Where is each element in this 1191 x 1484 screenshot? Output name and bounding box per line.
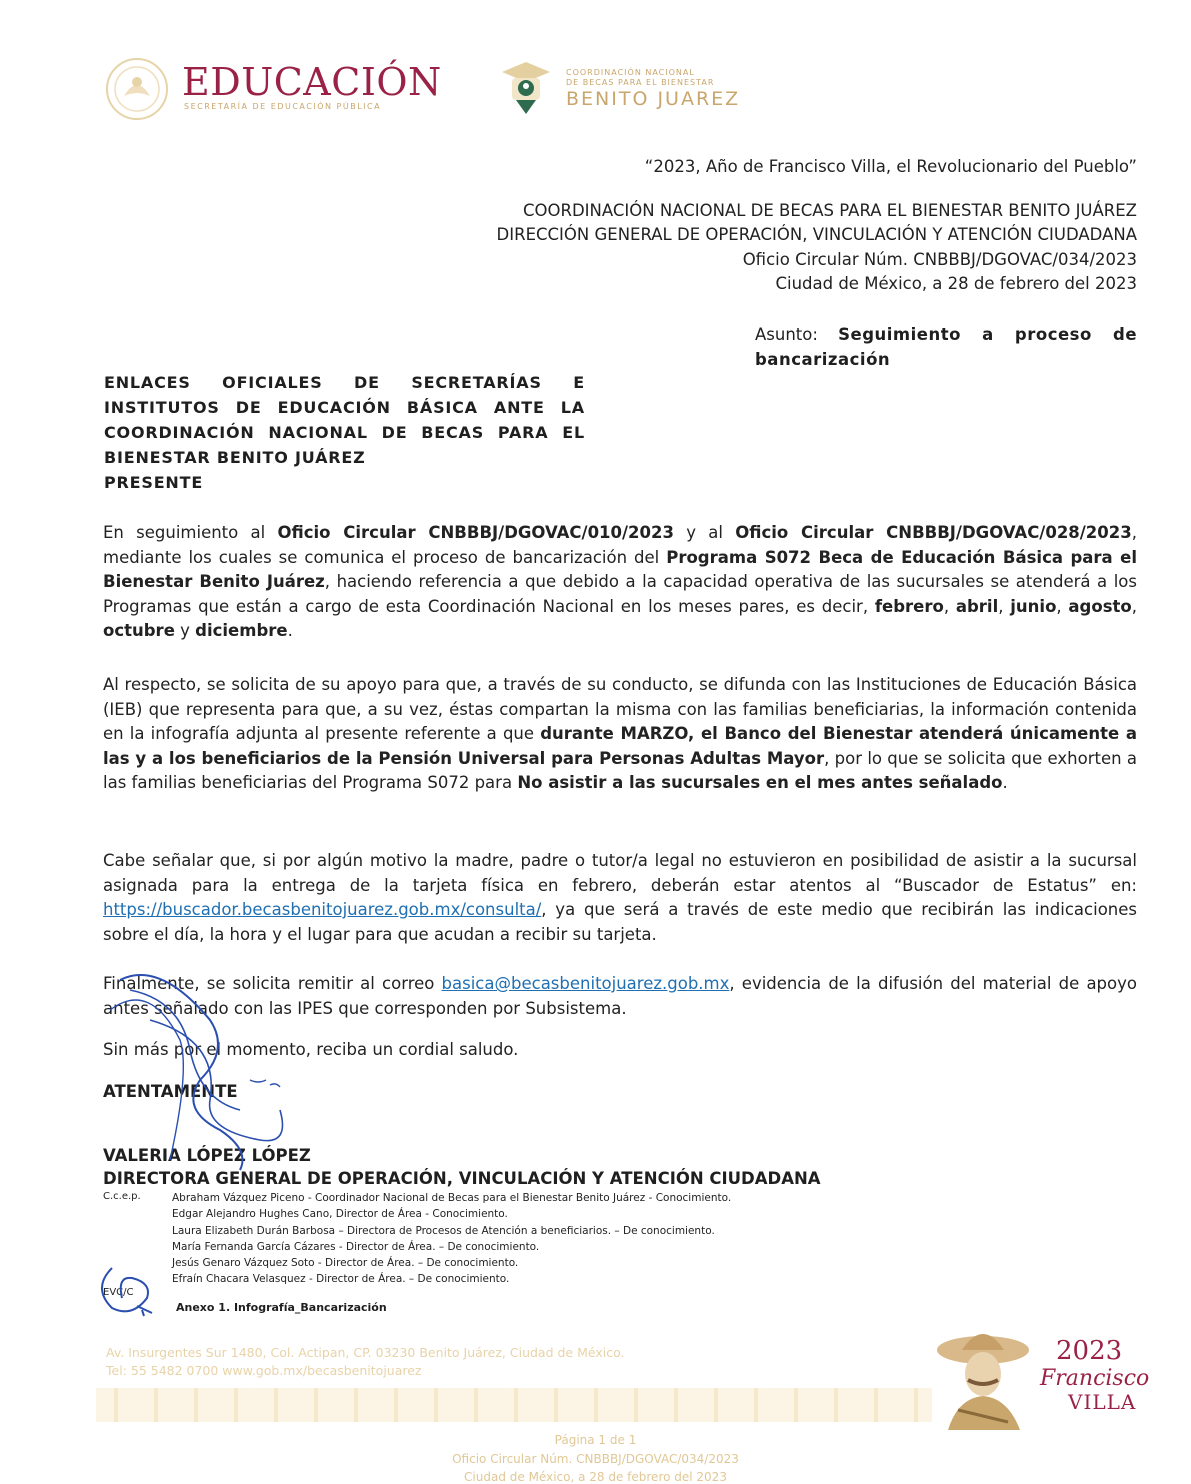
body-paragraph-1: En seguimiento al Oficio Circular CNBBBJ/DGOVAC/010/2023 y al Oficio Circular CNBBBJ/DGOVAC/028/2023, mediante los cuales se comunica el proceso de bancarización del Programa S072 Beca de Educación Básica para el Bienestar Benito Juárez, haciendo referencia a que debido a la capacidad operativa de las sucursales se atenderá a los Programas que están a cargo de esta Coordinación Nacional en los meses pares, es decir, febrero, abril, junio, agosto, octubre y diciembre. [103, 523, 1137, 640]
becas-subtitle-2: DE BECAS PARA EL BIENESTAR [566, 78, 715, 87]
page-number: Página 1 de 1 [554, 1433, 637, 1447]
buscador-link[interactable]: https://buscador.becasbenitojuarez.gob.mx/consulta/ [103, 900, 542, 919]
recipient-line: BIENESTAR BENITO JUÁREZ [104, 448, 366, 467]
footer-decoration [96, 1388, 932, 1422]
becas-subtitle-1: COORDINACIÓN NACIONAL [566, 68, 695, 77]
sep-subtitle: SECRETARÍA DE EDUCACIÓN PÚBLICA [184, 102, 382, 111]
body-paragraph-5: Sin más por el momento, reciba un cordial saludo. [103, 1040, 519, 1059]
email-link[interactable]: basica@becasbenitojuarez.gob.mx [441, 974, 730, 993]
francisco-villa-logo [928, 1322, 1148, 1430]
subject-text: Seguimiento a proceso de bancarización [755, 325, 1138, 369]
mexico-seal-icon [104, 56, 170, 122]
villa-name-first: Francisco [1040, 1366, 1150, 1391]
year-motto: “2023, Año de Francisco Villa, el Revolucionario del Pueblo” [644, 157, 1137, 176]
becas-title: BENITO JUAREZ [566, 88, 741, 110]
signer-name: VALERIA LÓPEZ LÓPEZ [103, 1146, 311, 1165]
recipient-presente: PRESENTE [104, 473, 204, 492]
document-date: Ciudad de México, a 28 de febrero del 2023 [775, 274, 1137, 293]
cc-item: Edgar Alejandro Hughes Cano, Director de Área - Conocimiento. [172, 1208, 508, 1221]
institution-line-1: COORDINACIÓN NACIONAL DE BECAS PARA EL BIENESTAR BENITO JUÁREZ [523, 201, 1137, 220]
cc-item: Efraín Chacara Velasquez - Director de Área. – De conocimiento. [172, 1273, 510, 1286]
recipient-line: ENLACES OFICIALES DE SECRETARÍAS E [104, 373, 585, 392]
typist-initials: EVC/C [103, 1287, 134, 1298]
cc-item: Abraham Vázquez Piceno - Coordinador Nacional de Becas para el Bienestar Benito Juárez - Conocimiento. [172, 1192, 732, 1204]
cc-list [172, 1190, 731, 1288]
cc-item: María Fernanda García Cázares - Director de Área. – De conocimiento. [172, 1240, 540, 1253]
subject [755, 322, 1137, 372]
recipient-block [104, 370, 585, 495]
becas-logo [498, 56, 768, 126]
graduation-cap-icon [498, 56, 554, 118]
subject-label: Asunto: [755, 325, 818, 344]
footer-oficio: Oficio Circular Núm. CNBBBJ/DGOVAC/034/2023 [452, 1452, 739, 1466]
institution-line-2: DIRECCIÓN GENERAL DE OPERACIÓN, VINCULACIÓN Y ATENCIÓN CIUDADANA [496, 225, 1137, 244]
body-paragraph-2: Al respecto, se solicita de su apoyo para que, a través de su conducto, se difunda con las Instituciones de Educación Básica (IEB) que representa para que, a su vez, éstas compartan la misma con las familias beneficiarias, la información contenida en la infografía adjunta al presente referente a que durante MARZO, el Banco del Bienestar atenderá únicamente a las y a los beneficiarios de la Pensión Universal para Personas Adultas Mayor, por lo que se solicita que exhorten a las familias beneficiarias del Programa S072 para No asistir a las sucursales en el mes antes señalado. [103, 675, 1137, 792]
sep-title: EDUCACIÓN [182, 60, 442, 104]
body-paragraph-3: Cabe señalar que, si por algún motivo la madre, padre o tutor/a legal no estuvieron en posibilidad de asistir a la sucursal asignada para la entrega de la tarjeta física en febrero, deberán estar atentos al “Buscador de Estatus” en: https://buscador.becasbenitojuarez.gob.mx/consulta/, ya que será a través de este medio que recibirán las indicaciones sobre el día, la hora y el lugar para que acudan a recibir su tarjeta. [103, 851, 1137, 944]
closing-atentamente: ATENTAMENTE [103, 1082, 238, 1101]
body-paragraph-4: Finalmente, se solicita remitir al correo basica@becasbenitojuarez.gob.mx, evidencia de la difusión del material de apoyo antes señalado con las IPES que corresponden por Subsistema. [103, 974, 1137, 1018]
footer-date: Ciudad de México, a 28 de febrero del 2023 [464, 1470, 727, 1484]
footer-address: Av. Insurgentes Sur 1480, Col. Actipan, CP. 03230 Benito Juárez, Ciudad de México. Tel: 55 5482 0700 www.gob.mx/becasbenitojuarez [106, 1345, 625, 1378]
villa-year: 2023 [1056, 1336, 1123, 1366]
signer-title: DIRECTORA GENERAL DE OPERACIÓN, VINCULACIÓN Y ATENCIÓN CIUDADANA [103, 1169, 821, 1188]
villa-name-last: VILLA [1068, 1390, 1137, 1414]
cc-label: C.c.e.p. [103, 1191, 141, 1202]
oficio-number: Oficio Circular Núm. CNBBBJ/DGOVAC/034/2023 [742, 250, 1137, 269]
recipient-line: COORDINACIÓN NACIONAL DE BECAS PARA EL [104, 423, 585, 442]
annex-reference: Anexo 1. Infografía_Bancarización [176, 1301, 387, 1314]
sep-logo [104, 56, 444, 126]
cc-item: Laura Elizabeth Durán Barbosa – Directora de Procesos de Atención a beneficiarios. – De conocimiento. [172, 1224, 715, 1237]
cc-item: Jesús Genaro Vázquez Soto - Director de Área. – De conocimiento. [172, 1257, 519, 1270]
recipient-line: INSTITUTOS DE EDUCACIÓN BÁSICA ANTE LA [104, 398, 585, 417]
francisco-villa-portrait-icon [928, 1322, 1038, 1430]
